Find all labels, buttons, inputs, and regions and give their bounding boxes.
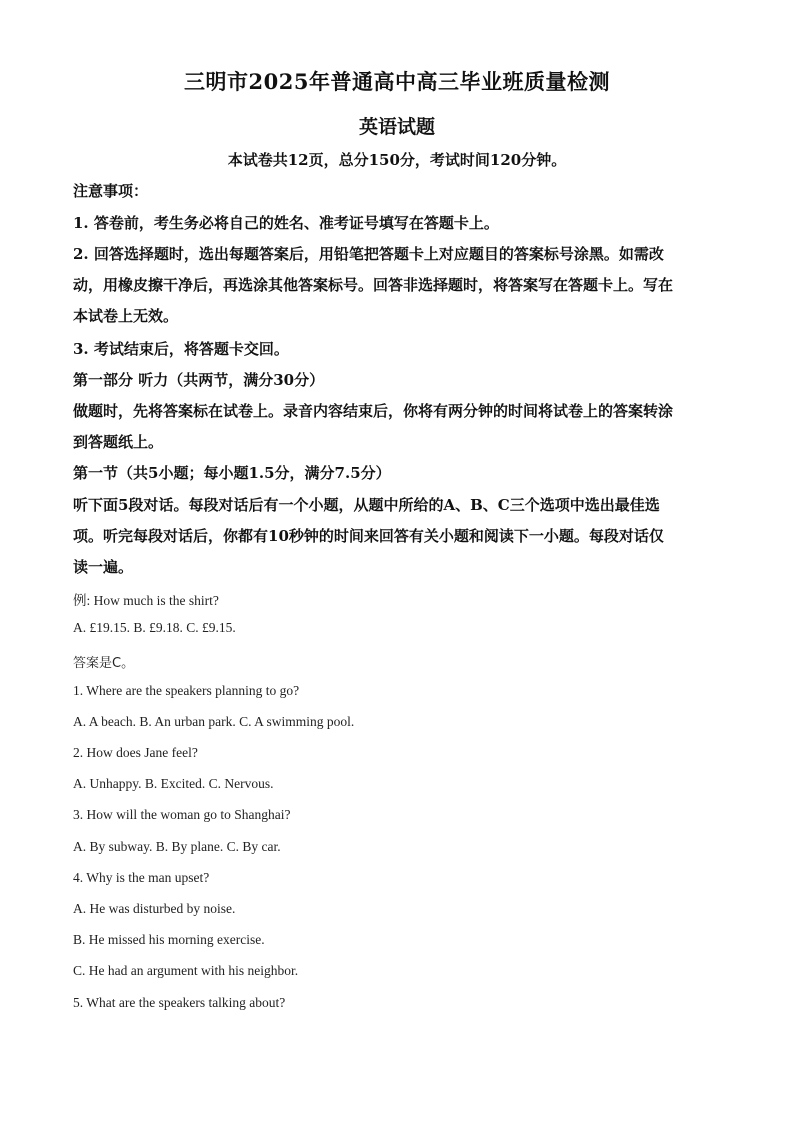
section1-heading: 第一节（共5小题；每小题1.5分，满分7.5分） bbox=[73, 464, 391, 482]
part1-instruction-line-1: 做题时，先将答案标在试卷上。录音内容结束后，你将有两分钟的时间将试卷上的答案转涂 bbox=[73, 402, 674, 420]
part1-instruction-line-2: 到答题纸上。 bbox=[73, 433, 164, 451]
question-1-options: A. A beach. B. An urban park. C. A swimming pool. bbox=[73, 714, 355, 729]
question-1: 1. Where are the speakers planning to go? bbox=[73, 683, 300, 698]
notice-item-3: 3. 考试结束后，将答题卡交回。 bbox=[73, 340, 289, 358]
notice-item-1: 1. 答卷前，考生务必将自己的姓名、准考证号填写在答题卡上。 bbox=[73, 214, 499, 232]
question-4-option-a: A. He was disturbed by noise. bbox=[73, 901, 236, 916]
example-answer: 答案是C。 bbox=[73, 656, 135, 671]
notice-item-2-line-3: 本试卷上无效。 bbox=[73, 307, 179, 325]
question-4-option-b: B. He missed his morning exercise. bbox=[73, 932, 265, 947]
section1-instruction-line-2: 项。听完每段对话后，你都有10秒钟的时间来回答有关小题和阅读下一小题。每段对话仅 bbox=[73, 527, 664, 545]
exam-info: 本试卷共12页，总分150分，考试时间120分钟。 bbox=[227, 151, 567, 169]
part1-heading: 第一部分 听力（共两节，满分30分） bbox=[73, 371, 325, 389]
question-3-options: A. By subway. B. By plane. C. By car. bbox=[73, 839, 281, 854]
example-options: A. £19.15. B. £9.18. C. £9.15. bbox=[73, 620, 236, 635]
section1-instruction-line-3: 读一遍。 bbox=[73, 558, 134, 576]
question-2: 2. How does Jane feel? bbox=[73, 745, 198, 760]
notice-item-2-line-1: 2. 回答选择题时，选出每题答案后，用铅笔把答题卡上对应题目的答案标号涂黑。如需改 bbox=[73, 245, 664, 263]
question-2-options: A. Unhappy. B. Excited. C. Nervous. bbox=[73, 776, 274, 791]
example-question: 例: How much is the shirt? bbox=[73, 593, 219, 608]
question-5: 5. What are the speakers talking about? bbox=[73, 995, 286, 1010]
exam-subtitle: 英语试题 bbox=[358, 116, 435, 138]
exam-title: 三明市2025年普通高中高三毕业班质量检测 bbox=[184, 69, 610, 94]
question-4: 4. Why is the man upset? bbox=[73, 870, 210, 885]
question-4-option-c: C. He had an argument with his neighbor. bbox=[73, 963, 299, 978]
question-3: 3. How will the woman go to Shanghai? bbox=[73, 807, 291, 822]
notice-item-2-line-2: 动，用橡皮擦干净后，再选涂其他答案标号。回答非选择题时，将答案写在答题卡上。写在 bbox=[73, 276, 674, 294]
notice-heading: 注意事项： bbox=[73, 182, 149, 200]
section1-instruction-line-1: 听下面5段对话。每段对话后有一个小题，从题中所给的A、B、C三个选项中选出最佳选 bbox=[73, 496, 660, 514]
